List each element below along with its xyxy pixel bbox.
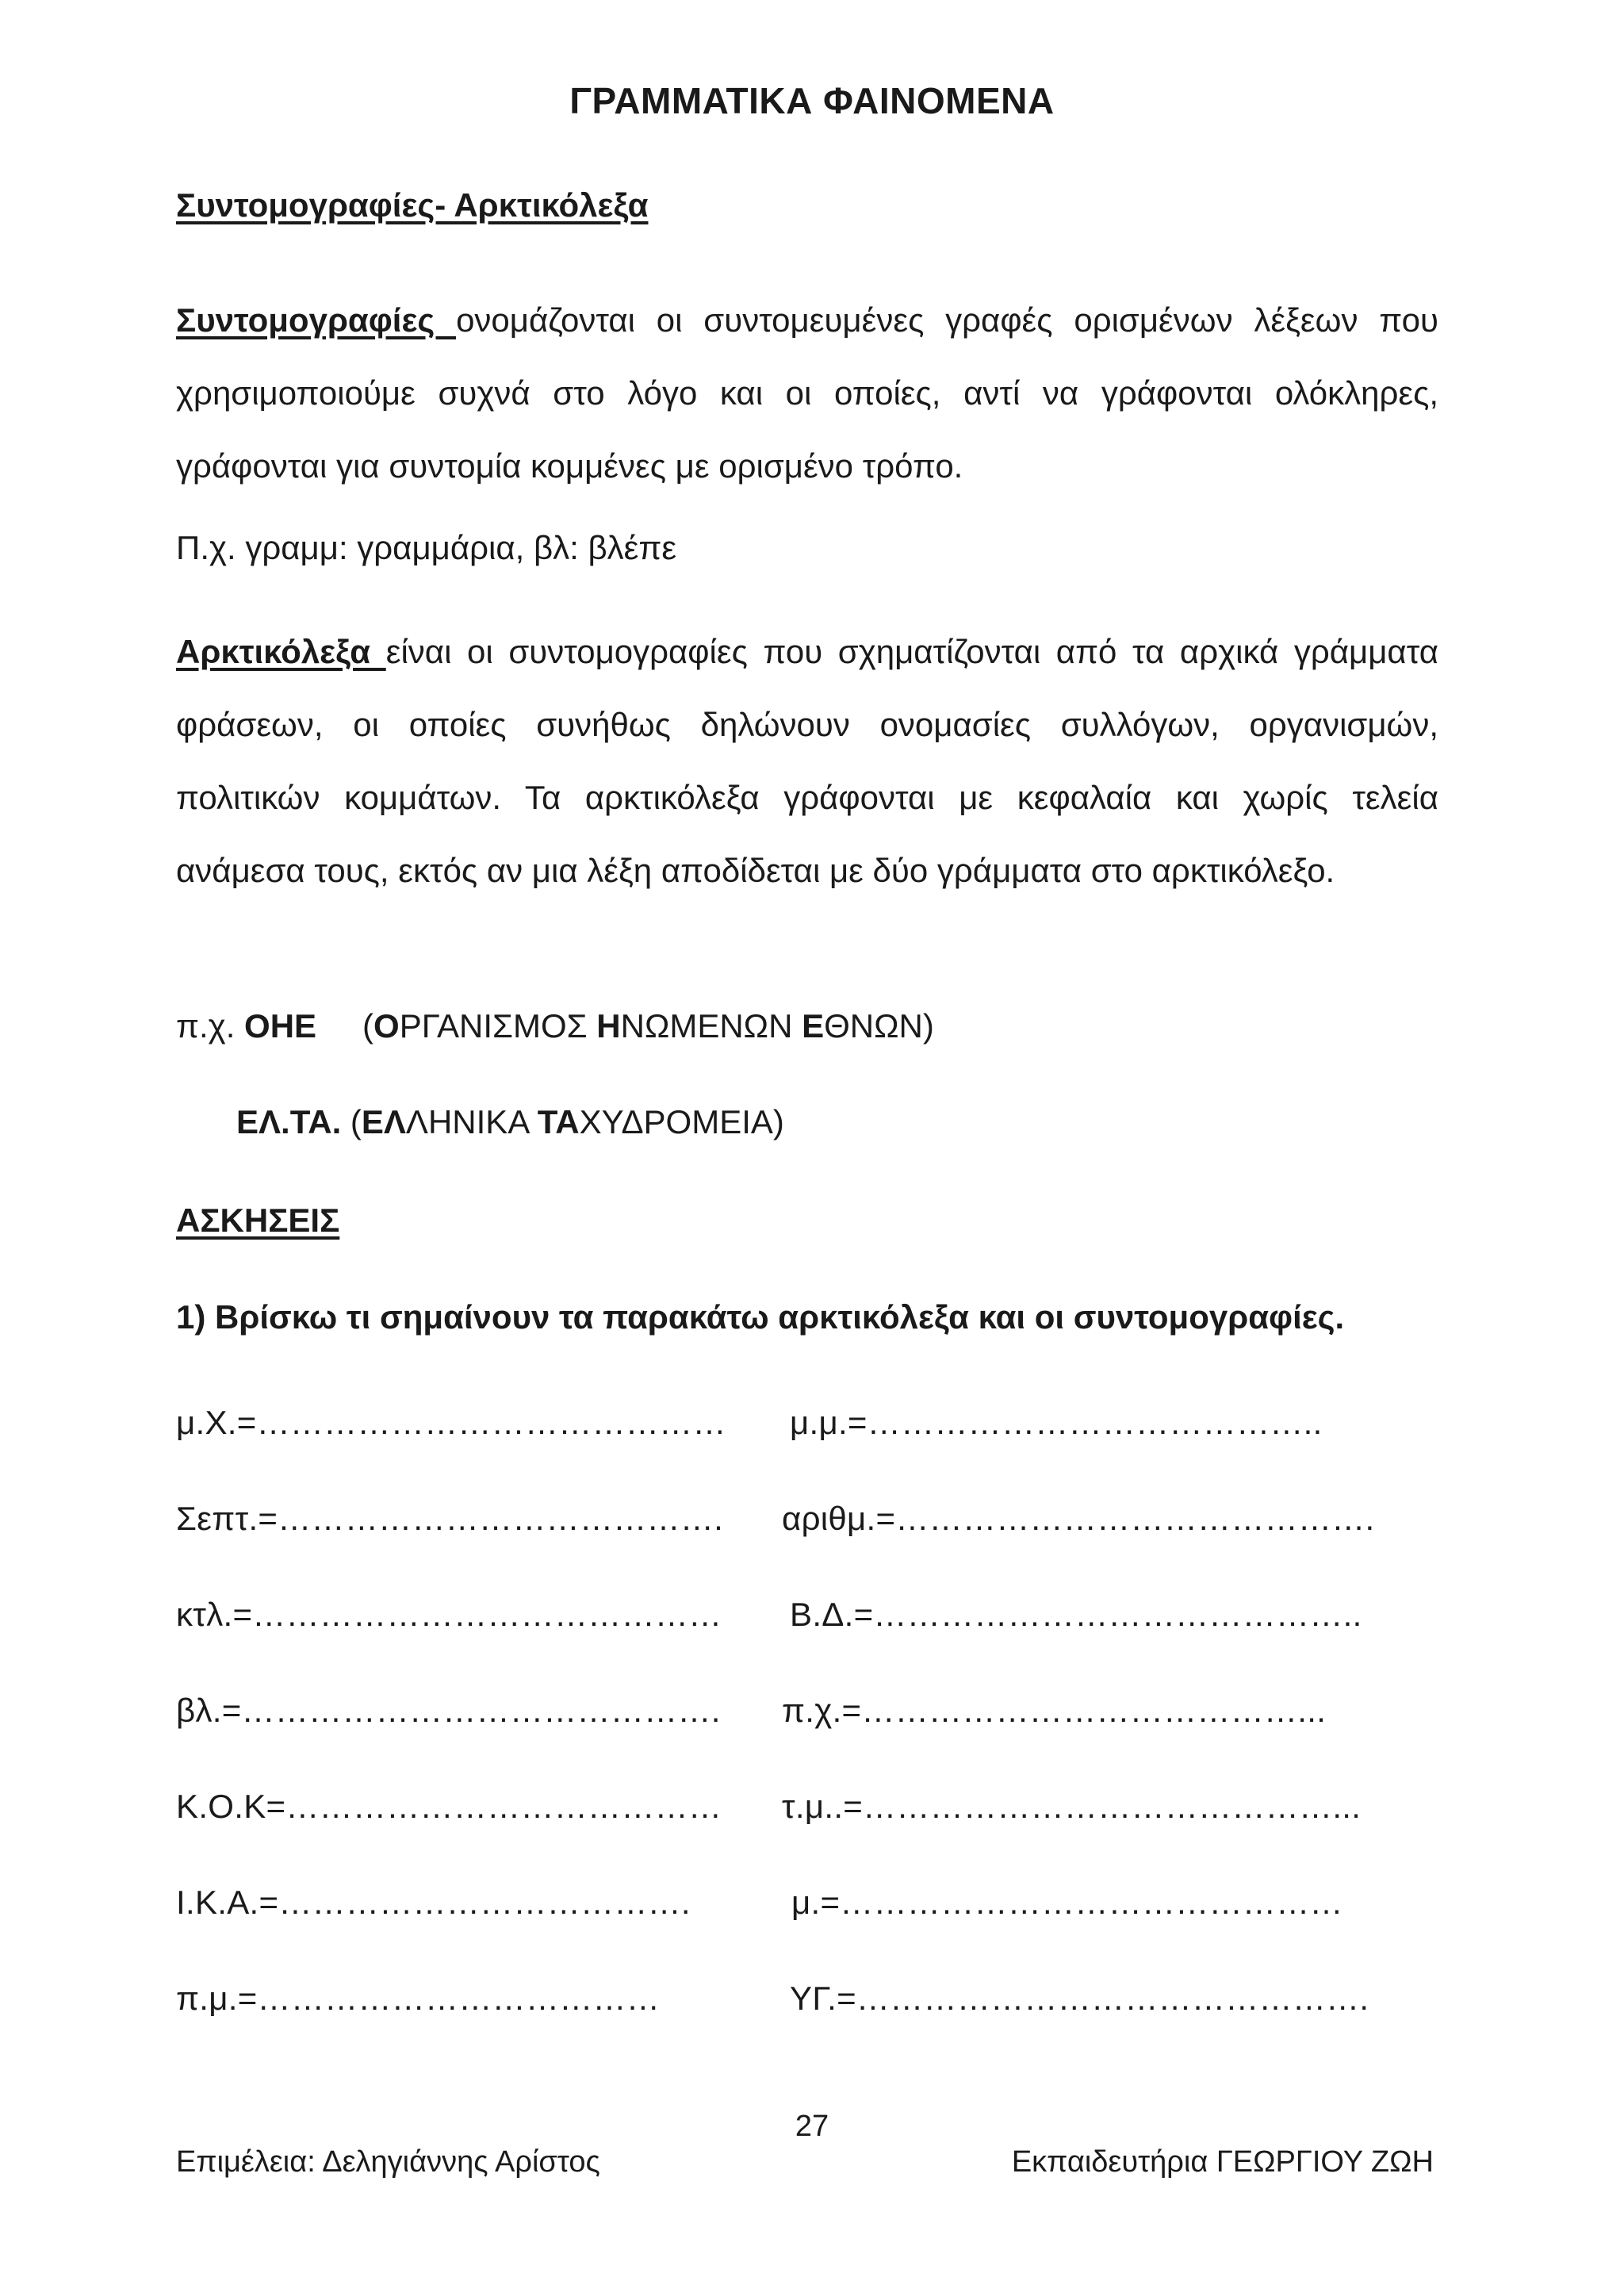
- paragraph-acronyms: [176, 615, 1438, 907]
- word-1: ΡΓΑΝΙΣΜΟΣ: [399, 1007, 597, 1045]
- page-number: 27: [795, 2110, 829, 2143]
- task-1: 1) Βρίσκω τι σημαίνουν τα παρακάτω αρκτικόλεξα και οι συντομογραφίες.: [176, 1298, 1345, 1336]
- word-2: ΝΩΜΕΝΩΝ: [620, 1007, 802, 1045]
- acronym-ohe: ΟΗΕ: [244, 1007, 317, 1045]
- fill-item-left-7: π.μ.=………………………………: [176, 1980, 661, 2017]
- term-abbreviations: Συντομογραφίες: [176, 301, 457, 339]
- fill-item-left-2: Σεπτ.=………………………………….: [176, 1500, 724, 1537]
- fill-item-right-2: αριθμ.=…………………………………….: [782, 1500, 1375, 1537]
- paragraph-abbreviations: [176, 284, 1438, 503]
- section-heading: Συντομογραφίες- Αρκτικόλεξα: [176, 186, 649, 224]
- footer-author: Επιμέλεια: Δεληγιάννης Αρίστος: [176, 2145, 600, 2179]
- term-acronyms: Αρκτικόλεξα: [176, 633, 386, 670]
- page-title: ΓΡΑΜΜΑΤΙΚΑ ΦΑΙΝΟΜΕΝΑ: [569, 80, 1055, 121]
- paren-open: (: [341, 1103, 362, 1140]
- fill-item-right-4: π.χ.=…………………………………...: [782, 1692, 1327, 1729]
- initial-1: ΕΛ: [361, 1103, 406, 1140]
- initial-2: Η: [596, 1007, 621, 1045]
- fill-item-left-3: κτλ.=……………………………………: [176, 1596, 722, 1633]
- initial-2: ΤΑ: [537, 1103, 580, 1140]
- exercises-heading: ΑΣΚΗΣΕΙΣ: [176, 1202, 340, 1239]
- word-2: ΧΥΔΡΟΜΕΙΑ): [579, 1103, 784, 1140]
- example-elta: [236, 1103, 784, 1141]
- fill-item-right-1: μ.μ.=…………………………………..: [790, 1404, 1323, 1441]
- fill-item-right-7: ΥΓ.=……………………………………….: [790, 1980, 1369, 2017]
- footer-school: Εκπαιδευτήρια ΓΕΩΡΓΙΟΥ ΖΩΗ: [1011, 2145, 1434, 2179]
- word-1: ΛΗΝΙΚΑ: [405, 1103, 538, 1140]
- initial-1: Ο: [373, 1007, 400, 1045]
- fill-item-right-6: μ.=………………………………………: [791, 1884, 1343, 1921]
- fill-item-left-1: μ.Χ.=……………………………………: [176, 1404, 726, 1441]
- initial-3: Ε: [802, 1007, 825, 1045]
- acronym-elta: ΕΛ.ΤΑ.: [236, 1103, 342, 1140]
- fill-item-left-6: Ι.Κ.Α.=……………………………….: [176, 1884, 691, 1921]
- paren-open: (: [362, 1007, 374, 1045]
- example-ohe: [176, 1007, 934, 1045]
- example-abbreviations: Π.χ. γραμμ: γραμμάρια, βλ: βλέπε: [176, 529, 677, 566]
- fill-item-left-5: Κ.Ο.Κ=…………………………………: [176, 1788, 722, 1825]
- word-3: ΘΝΩΝ): [824, 1007, 934, 1045]
- fill-item-right-5: τ.μ..=……………………………………...: [782, 1788, 1362, 1825]
- fill-item-right-3: Β.Δ.=……………………………………..: [790, 1596, 1362, 1633]
- example-prefix: π.χ.: [176, 1007, 245, 1045]
- paragraph-acronyms-text: είναι οι συντομογραφίες που σχηματίζονται από τα αρχικά γράμματα φράσεων, οι οποίες συνήθως δηλώνουν ονομασίες συλλόγων, οργανισμών, πολιτικών κομμάτων. Τα αρκτικόλεξα γράφονται με κεφαλαία και χωρίς τελεία ανάμεσα τους, εκτός αν μια λέξη αποδίδεται με δύο γράμματα στο αρκτικόλεξο.: [176, 633, 1438, 889]
- paragraph-abbreviations-text: ονομάζονται οι συντομευμένες γραφές ορισμένων λέξεων που χρησιμοποιούμε συχνά στο λόγο και οι οποίες, αντί να γράφονται ολόκληρες, γράφονται για συντομία κομμένες με ορισμένο τρόπο.: [176, 301, 1438, 485]
- fill-item-left-4: βλ.=…………………………………….: [176, 1692, 721, 1729]
